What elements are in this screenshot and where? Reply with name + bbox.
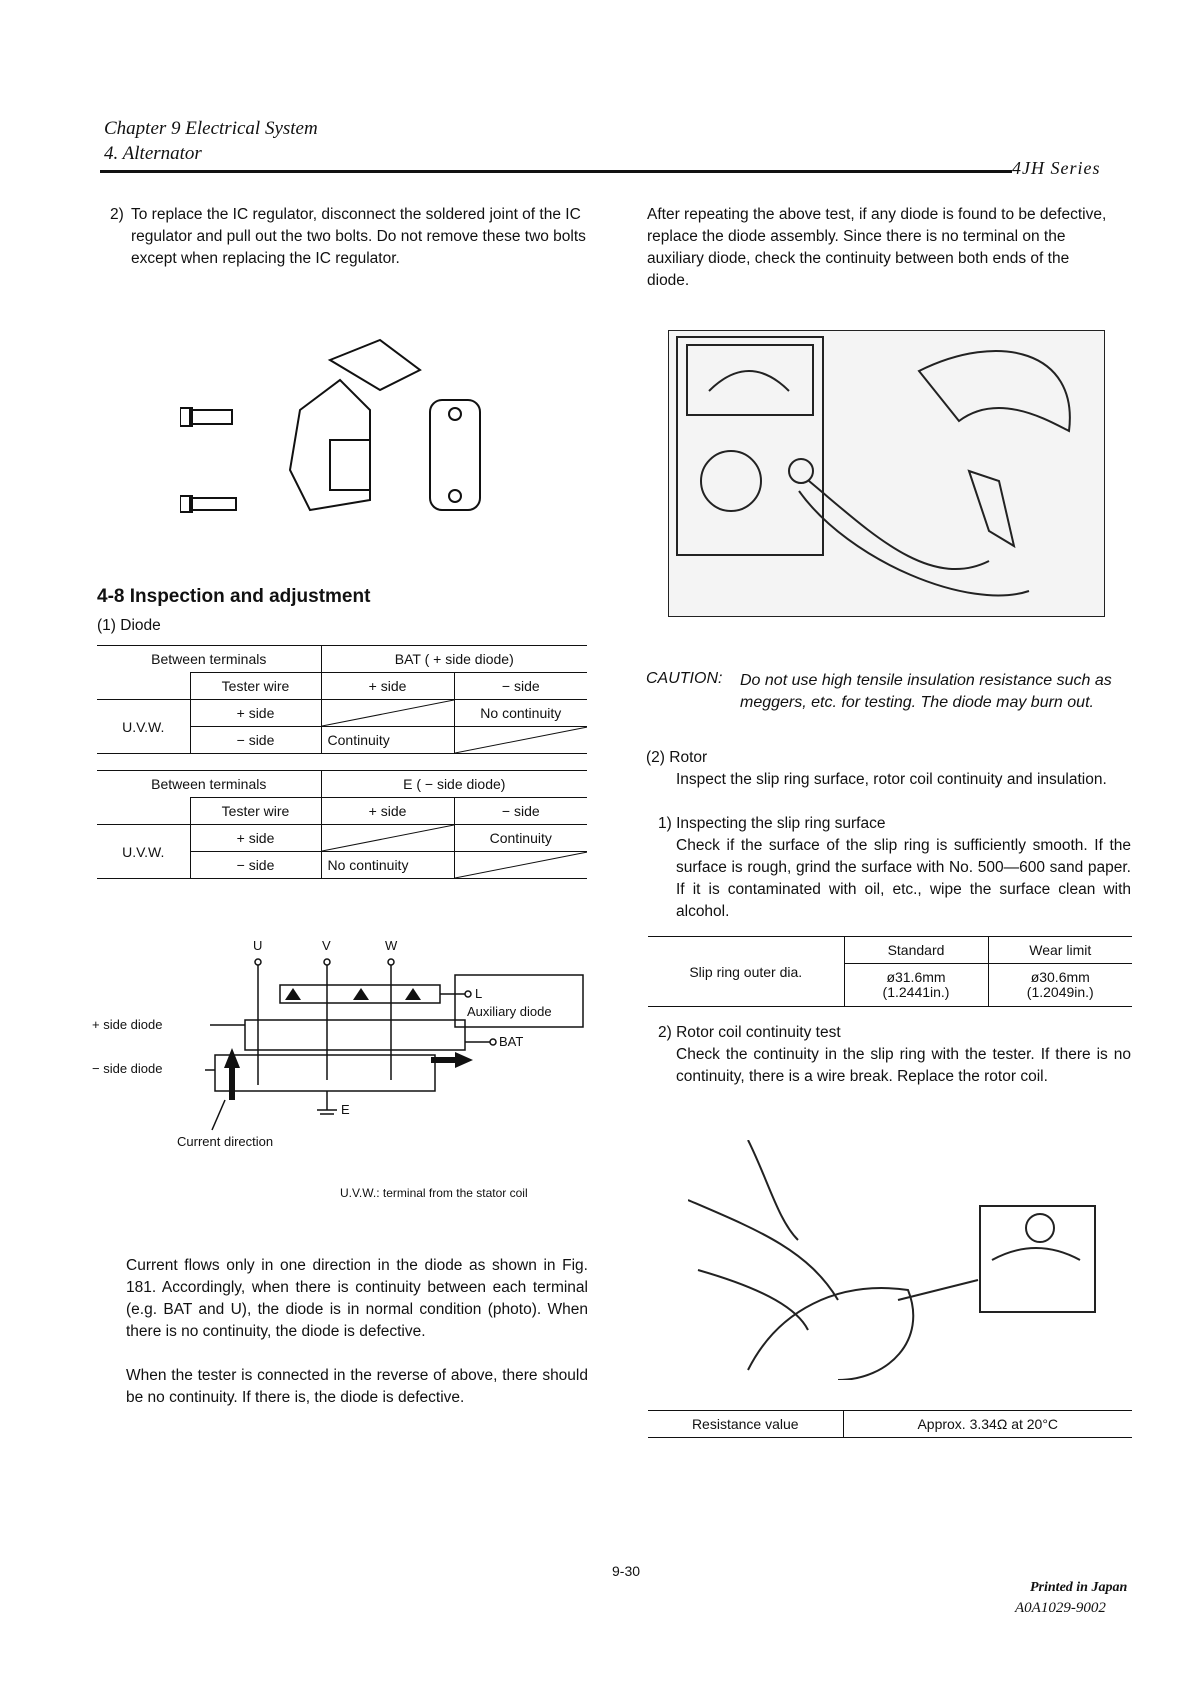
intro-text: After repeating the above test, if any diode is found to be defective, replace the diode assembly. Since there is no terminal on the auxiliary diode, check the continuity between both ends of the diode.	[647, 206, 1107, 289]
bat-diode-table	[97, 645, 587, 754]
between-terminals-header: Between terminals	[97, 646, 321, 673]
wear-limit-value: ø30.6mm (1.2049in.)	[988, 964, 1132, 1007]
slip-ring-heading: 1) Inspecting the slip ring surface	[658, 815, 886, 832]
minus-side-diode-label: − side diode	[92, 1061, 163, 1076]
terminal-e: E	[341, 1102, 350, 1117]
resistance-table	[648, 1410, 1132, 1438]
coil-test-text: Check the continuity in the slip ring with the tester. If there is no continuity, there is a wire break. Replace the rotor coil.	[676, 1046, 1131, 1085]
terminal-bat: BAT	[499, 1034, 524, 1049]
result-cell: No continuity	[454, 700, 587, 727]
resistance-label: Resistance value	[648, 1411, 843, 1438]
result-cell: No continuity	[321, 852, 454, 879]
minus-side-header: − side	[454, 673, 587, 700]
blank-cell	[454, 852, 587, 879]
caution-label: CAUTION:	[646, 670, 723, 687]
page-number: 9-30	[612, 1563, 641, 1579]
slip-ring-row-label: Slip ring outer dia.	[648, 937, 844, 1007]
standard-value: ø31.6mm (1.2441in.)	[844, 964, 988, 1007]
uvw-label: U.V.W.	[97, 700, 190, 754]
terminal-v: V	[322, 938, 331, 953]
slip-ring-table	[648, 936, 1132, 1007]
uvw-label: U.V.W.	[97, 825, 190, 879]
rotor-label: (2) Rotor	[646, 749, 708, 766]
diode-label: (1) Diode	[97, 617, 161, 634]
blank-cell	[321, 700, 454, 727]
step2-text: To replace the IC regulator, disconnect the soldered joint of the IC regulator and pull out the two bolts. Do not remove these two bolts except when replacing the IC regulator.	[131, 206, 586, 267]
rotor-text: Inspect the slip ring surface, rotor coil continuity and insulation.	[676, 771, 1107, 788]
document-code: A0A1029-9002	[1015, 1600, 1106, 1616]
minus-side-header: − side	[454, 798, 587, 825]
terminal-l: L	[475, 986, 483, 1001]
section-title: 4. Alternator	[104, 143, 202, 164]
row-minus-side: − side	[190, 852, 321, 879]
bat-group-header: BAT ( + side diode)	[394, 651, 514, 667]
between-terminals-header: Between terminals	[97, 771, 321, 798]
auxiliary-diode-label: Auxiliary diode	[467, 1004, 552, 1019]
tester-wire-header: Tester wire	[190, 673, 321, 700]
current-direction-label: Current direction	[177, 1134, 274, 1149]
step2-number: 2)	[110, 206, 124, 223]
section-heading: 4-8 Inspection and adjustment	[97, 586, 371, 607]
caution-text: Do not use high tensile insulation resistance such as meggers, etc. for testing. The diode may burn out.	[740, 672, 1112, 711]
resistance-value: Approx. 3.34Ω at 20°C	[917, 1416, 1059, 1432]
row-plus-side: + side	[190, 700, 321, 727]
result-cell: Continuity	[454, 825, 587, 852]
standard-header: Standard	[844, 937, 988, 964]
body-paragraph-1: Current flows only in one direction in the diode as shown in Fig. 181. Accordingly, when there is continuity between each terminal (e.g. BAT and U), the diode is in normal condition (photo). When there is no continuity, the diode is defective.	[126, 1257, 588, 1340]
e-diode-table	[97, 770, 587, 879]
blank-cell	[454, 727, 587, 754]
blank-cell	[321, 825, 454, 852]
series-label: 4JH Series	[1012, 158, 1101, 178]
slip-ring-text: Check if the surface of the slip ring is sufficiently smooth. If the surface is rough, grind the surface with No. 500—600 sand paper. If it is contaminated with oil, etc., wipe the surface clean with alcohol.	[676, 837, 1131, 920]
plus-side-header: + side	[321, 798, 454, 825]
wear-limit-header: Wear limit	[1029, 942, 1092, 958]
diode-test-photo	[668, 330, 1105, 617]
circuit-caption: U.V.W.: terminal from the stator coil	[340, 1186, 528, 1200]
header-rule	[100, 170, 1012, 173]
e-group-header: E ( − side diode)	[403, 776, 506, 792]
chapter-title: Chapter 9 Electrical System	[104, 118, 318, 139]
terminal-u: U	[253, 938, 263, 953]
tester-wire-header: Tester wire	[190, 798, 321, 825]
plus-side-header: + side	[321, 673, 454, 700]
ic-regulator-drawing	[180, 330, 510, 530]
rotor-test-photo	[688, 1140, 1108, 1380]
row-minus-side: − side	[190, 727, 321, 754]
row-plus-side: + side	[190, 825, 321, 852]
result-cell: Continuity	[321, 727, 454, 754]
plus-side-diode-label: + side diode	[92, 1017, 163, 1032]
circuit-diagram	[92, 930, 595, 1160]
printed-in-japan: Printed in Japan	[1030, 1580, 1128, 1595]
body-paragraph-2: When the tester is connected in the reverse of above, there should be no continuity. If there is, the diode is defective.	[126, 1367, 588, 1406]
coil-test-heading: 2) Rotor coil continuity test	[658, 1024, 841, 1041]
terminal-w: W	[385, 938, 398, 953]
